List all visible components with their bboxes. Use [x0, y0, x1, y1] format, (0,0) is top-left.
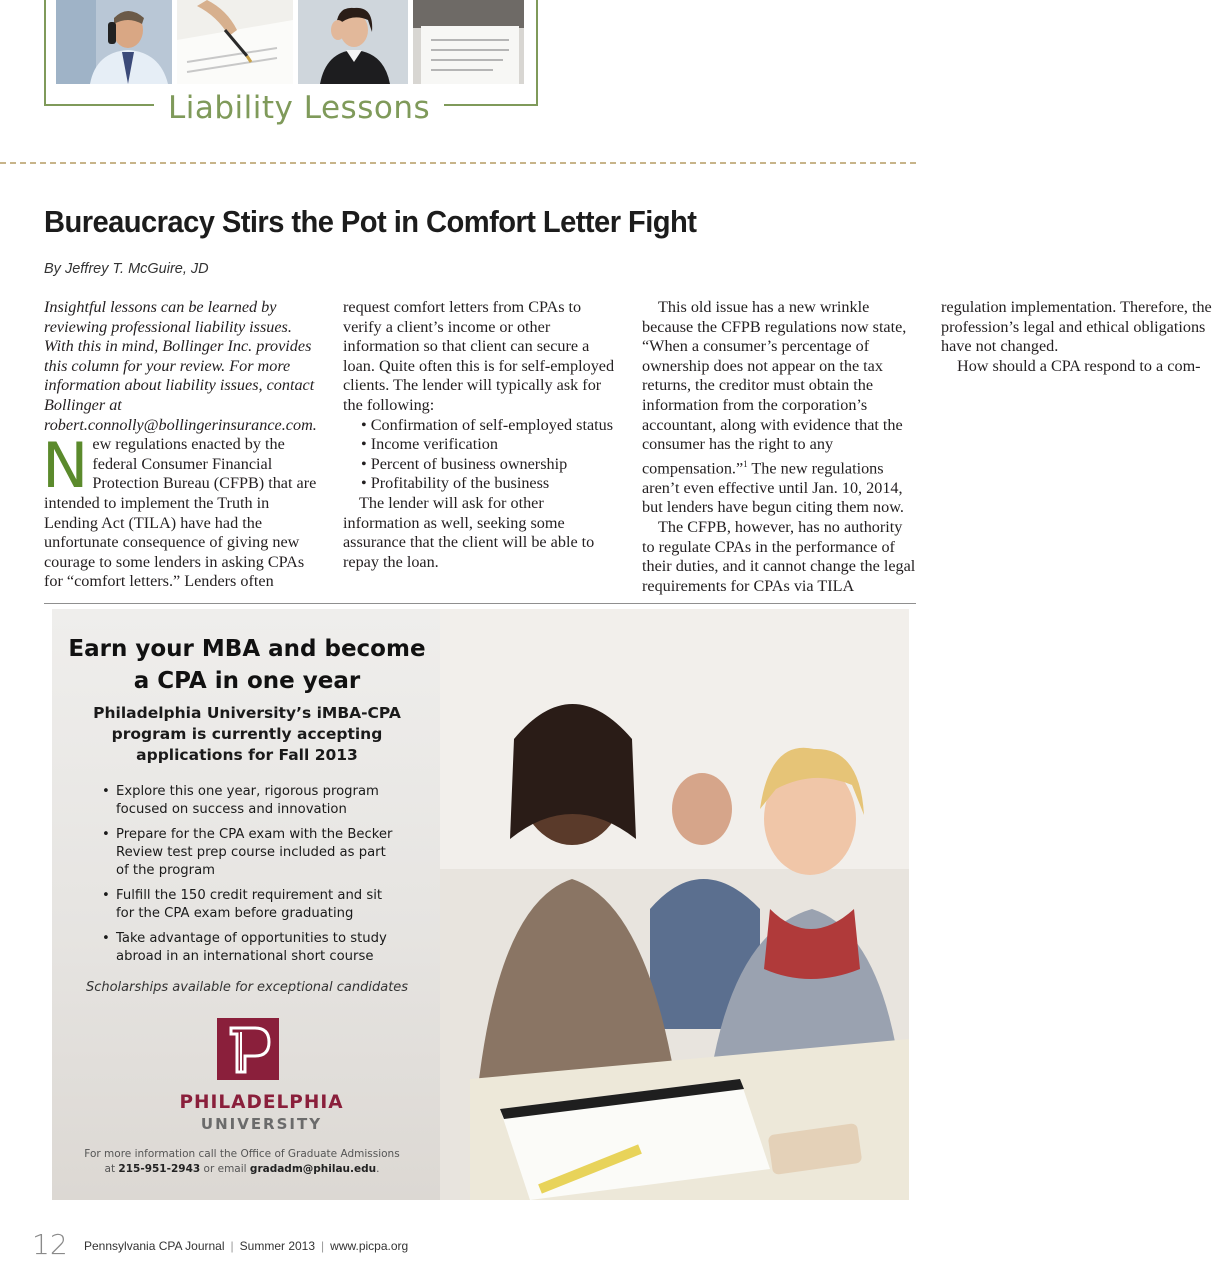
article-headline: Bureaucracy Stirs the Pot in Comfort Letter Fight	[44, 204, 697, 239]
stressed-woman-photo	[298, 0, 408, 84]
list-item: • Profitability of the business	[361, 474, 617, 494]
ad-subheadline-line: program is currently accepting	[111, 725, 383, 743]
journal-name: Pennsylvania CPA Journal	[84, 1239, 225, 1253]
ad-contact-info	[52, 1147, 432, 1177]
advertisement[interactable]	[52, 609, 909, 1200]
email-link[interactable]: gradadm@philau.edu	[249, 1163, 377, 1175]
list-item: • Percent of business ownership	[361, 455, 617, 475]
scholarships-note: Scholarships available for exceptional candidates	[85, 980, 409, 995]
article-paragraph	[642, 298, 916, 518]
document-review-photo	[413, 0, 524, 84]
list-item: • Prepare for the CPA exam with the Becker Review test prep course included as part of the program	[102, 826, 402, 880]
article-paragraph: The lender will ask for other information as well, seeking some assurance that the client will be able to repay the loan.	[343, 493, 595, 571]
article-intro: Insightful lessons can be learned by reviewing professional liability issues. With this in mind, Bollinger Inc. provides this column for your review. For more information about liability issues, contact Bollinger at robert.connolly@bollingerinsurance.com.	[44, 298, 317, 434]
logo-subword: UNIVERSITY	[200, 1115, 323, 1133]
contact-info-text: For more information call the Office of Graduate Admissions	[84, 1148, 400, 1160]
section-title: Liability Lessons	[154, 90, 444, 126]
page-number: 12	[32, 1228, 68, 1261]
drop-cap: N	[42, 429, 89, 503]
list-item: • Explore this one year, rigorous program focused on success and innovation	[102, 783, 402, 819]
ad-headline	[52, 633, 442, 697]
article-paragraph: How should a CPA respond to a com-	[957, 356, 1201, 375]
article-paragraph: The CFPB, however, has no authority to regulate CPAs in the performance of their duties, and it cannot change the legal requirements for CPAs via TILA regulation implementation. Therefore, the profession’s legal and ethical obligations have not changed.	[642, 298, 1212, 595]
page-footer	[84, 1239, 408, 1253]
journal-url[interactable]: www.picpa.org	[330, 1239, 409, 1253]
contact-info-line	[52, 1162, 432, 1177]
ad-headline-line: Earn your MBA and become	[68, 636, 426, 662]
footnote-marker: 1	[743, 458, 748, 469]
logo-wordmark: PHILADELPHIA	[179, 1092, 344, 1113]
list-item: • Confirmation of self-employed status	[361, 416, 617, 436]
ad-subheadline-line: Philadelphia University’s iMBA-CPA	[93, 704, 401, 722]
article-paragraph-text: The new regulations aren’t even effective until Jan. 10, 2014, but lenders have begun citing them now.	[642, 459, 904, 517]
list-item: • Fulfill the 150 credit requirement and sit for the CPA exam before graduating	[102, 887, 402, 923]
footer-separator: |	[230, 1239, 234, 1253]
article-paragraph-text: ew regulations enacted by the federal Consumer Financial Protection Bureau (CFPB) that are intended to implement the Truth in Lending Act (TILA) have had the unfortunate consequence of giving new courage to some lenders in asking CPAs for “comfort letters.” Lenders often request comfort letters from CPAs to verify a client’s income or other information so that client can secure a loan. Quite often this is for self-employed clients. The lender will typically ask for the following:	[44, 298, 615, 591]
article-byline: By Jeffrey T. McGuire, JD	[44, 261, 209, 277]
ad-subheadline-line: applications for Fall 2013	[136, 746, 358, 764]
philadelphia-university-logo-icon[interactable]	[217, 1018, 279, 1080]
contact-info-text: .	[376, 1163, 380, 1175]
article-paragraph-text: This old issue has a new wrinkle because the CFPB regulations now state, “When a consumer’s percentage of ownership does not appear on the tax returns, the creditor must obtain the information from the corporation’s accountant, along with evidence that the consumer has the right to any compensation.”	[642, 298, 907, 478]
issue-date: Summer 2013	[239, 1239, 316, 1253]
ad-headline-line: a CPA in one year	[133, 668, 361, 694]
ad-benefits-list	[102, 783, 402, 973]
phone-number[interactable]: 215-951-2943	[118, 1163, 201, 1175]
requirements-list	[343, 416, 617, 494]
list-item: • Take advantage of opportunities to study abroad in an international short course	[102, 930, 402, 966]
section-divider	[0, 162, 916, 164]
businessman-on-phone-photo	[56, 0, 172, 84]
article-body-flow	[42, 298, 1212, 598]
list-item: • Income verification	[361, 435, 617, 455]
signing-document-photo	[177, 0, 293, 84]
contact-info-text: or email	[200, 1163, 250, 1175]
contact-info-text: at	[104, 1163, 119, 1175]
article-bottom-rule	[44, 603, 916, 604]
classroom-students-photo	[440, 609, 909, 1200]
ad-subheadline	[52, 703, 442, 766]
footer-separator: |	[321, 1239, 325, 1253]
